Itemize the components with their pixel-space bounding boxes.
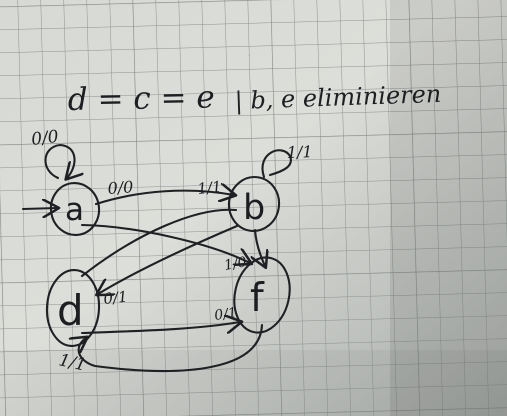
label-f-to-d: 1/1 [56, 350, 88, 376]
label-d-to-f: 0/1 [213, 304, 238, 324]
label-self-a: 0/0 [30, 126, 60, 150]
eliminate-instruction: | b, e eliminieren [234, 79, 442, 115]
state-a-label: a [65, 192, 84, 228]
label-self-b: 1/1 [286, 142, 313, 162]
label-a-to-b: 1/1 [196, 177, 223, 198]
label-b-to-f: 1/0 [222, 254, 248, 274]
equation-text: d = c = e [67, 79, 216, 118]
state-d-label: d [57, 286, 84, 335]
label-b-to-d: 0/1 [102, 287, 129, 308]
state-f-label: f [250, 276, 264, 321]
label-a-to-f: 0/0 [106, 177, 134, 198]
state-b-label: b [243, 188, 266, 228]
